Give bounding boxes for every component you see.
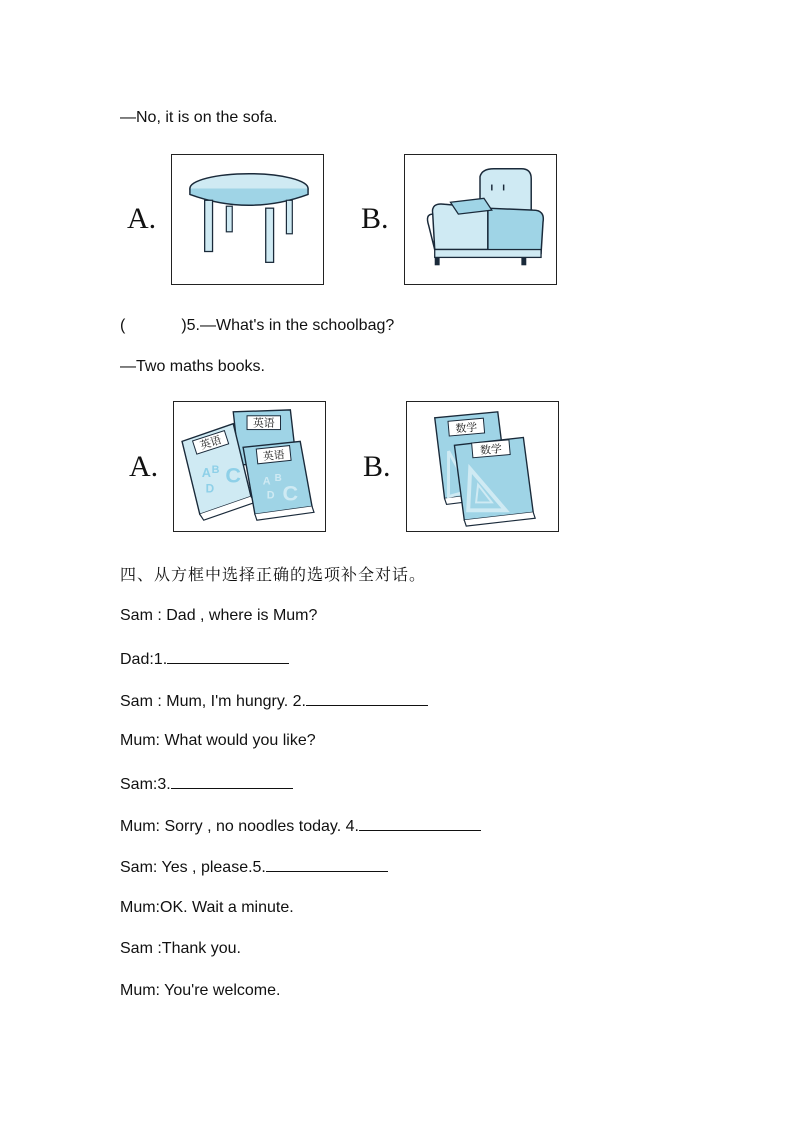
- q5-option-b-letter: B.: [363, 450, 391, 483]
- maths-books-illustration: [407, 402, 558, 531]
- dialogue-line-9: Sam :Thank you.: [120, 940, 241, 957]
- dialogue-text: Mum: Sorry , no noodles today. 4.: [120, 818, 359, 835]
- book-label: 数学: [479, 442, 503, 458]
- answer-blank-2[interactable]: [306, 690, 428, 706]
- armchair-illustration: [405, 155, 556, 284]
- dialogue-line-1: Sam : Dad , where is Mum?: [120, 607, 318, 624]
- dialogue-text: Sam: Yes , please.5.: [120, 859, 266, 876]
- letter-a: A: [262, 475, 271, 488]
- answer-blank-5[interactable]: [266, 856, 388, 872]
- q4-option-a-table-image[interactable]: [171, 154, 324, 285]
- q5-option-a-letter: A.: [129, 450, 159, 483]
- letter-c: C: [225, 462, 242, 488]
- dialogue-text: Dad:1.: [120, 651, 168, 668]
- book-label: 英语: [252, 416, 275, 430]
- letter-a: A: [201, 464, 211, 480]
- q5-question-text: )5.—What's in the schoolbag?: [181, 317, 395, 334]
- q4-answer-line: —No, it is on the sofa.: [120, 109, 278, 126]
- letter-d: D: [266, 489, 275, 502]
- dialogue-line-7: [120, 856, 388, 878]
- letter-d: D: [205, 481, 215, 496]
- dialogue-line-4: Mum: What would you like?: [120, 732, 316, 749]
- book-label: 英语: [198, 433, 224, 453]
- letter-b: B: [211, 463, 220, 476]
- letter-b: B: [274, 472, 282, 484]
- letter-c: C: [282, 480, 299, 506]
- dialogue-line-6: [120, 815, 481, 837]
- dialogue-line-5: [120, 773, 293, 795]
- dialogue-line-3: [120, 690, 428, 712]
- dialogue-text: Sam:3.: [120, 776, 171, 793]
- answer-blank-3[interactable]: [171, 773, 293, 789]
- answer-blank-4[interactable]: [359, 815, 481, 831]
- q4-option-a-letter: A.: [127, 202, 157, 235]
- book-label: 数学: [455, 420, 478, 436]
- q5-answer-line: —Two maths books.: [120, 358, 265, 375]
- q4-option-b-letter: B.: [361, 202, 389, 235]
- table-illustration: [172, 155, 323, 284]
- answer-blank-1[interactable]: [167, 648, 289, 664]
- q5-option-a-english-books-image[interactable]: [173, 401, 326, 532]
- q5-option-b-maths-books-image[interactable]: [406, 401, 559, 532]
- answer-paren-open: (: [120, 317, 126, 334]
- section4-heading: 四、从方框中选择正确的选项补全对话。: [120, 565, 427, 584]
- book-label: 英语: [262, 448, 286, 464]
- english-books-illustration: [174, 402, 325, 531]
- dialogue-line-10: Mum: You're welcome.: [120, 982, 281, 999]
- dialogue-line-8: Mum:OK. Wait a minute.: [120, 899, 294, 916]
- dialogue-text: Sam : Mum, I'm hungry. 2.: [120, 693, 306, 710]
- q4-option-b-sofa-image[interactable]: [404, 154, 557, 285]
- q5-question-line: [120, 316, 394, 336]
- dialogue-line-2: [120, 648, 289, 670]
